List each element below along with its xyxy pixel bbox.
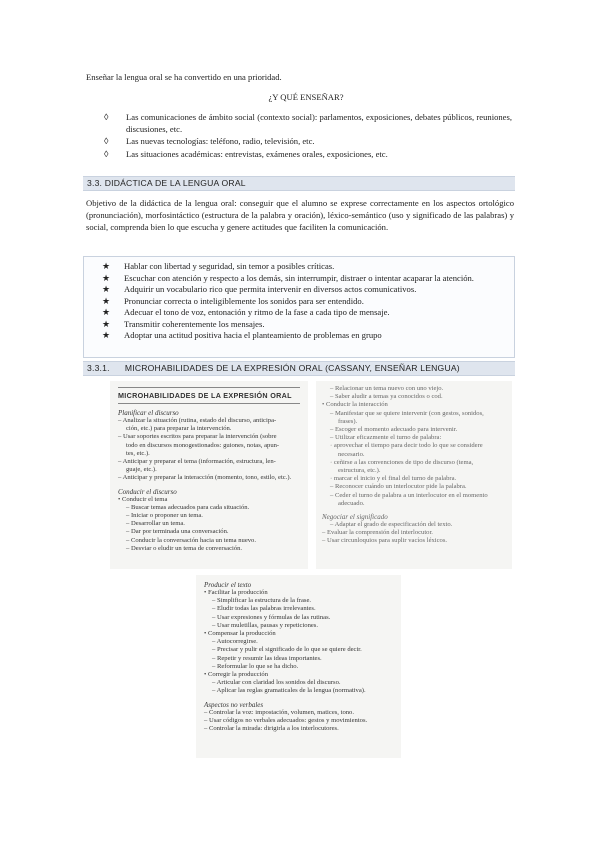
goals-list <box>102 261 506 342</box>
scan-line: – Repetir y resumir las ideas importantes. <box>212 654 322 662</box>
scan-title: MICROHABILIDADES DE LA EXPRESIÓN ORAL <box>118 391 292 400</box>
star-icon: ★ <box>102 318 111 329</box>
list-item <box>102 330 506 342</box>
section-title: MICROHABILIDADES DE LA EXPRESIÓN ORAL (CASSANY, ENSEÑAR LENGUA) <box>124 363 460 373</box>
scan-line: · aprovechar el tiempo para decir todo lo que se considere <box>330 442 483 450</box>
scan-line: – Autocorregirse. <box>212 638 258 646</box>
star-icon: ★ <box>102 272 111 283</box>
list-item <box>102 296 506 308</box>
goals-box <box>83 256 515 358</box>
scan-line: • Corregir la producción <box>204 671 269 679</box>
scan-line: – Ceder el turno de palabra a un interlocutor en el momento <box>330 491 488 499</box>
list-item <box>102 319 506 331</box>
list-item-text: Las nuevas tecnologías: teléfono, radio, televisión, etc. <box>126 136 315 146</box>
scan-line: – Anticipar y preparar la interacción (momento, tono, estilo, etc.). <box>118 474 292 482</box>
scan-line: – Buscar temas adecuados para cada situación. <box>126 503 250 511</box>
scan-line: guaje, etc.). <box>126 466 157 474</box>
scan-line: – Anticipar y preparar el tema (información, estructura, len- <box>118 458 276 466</box>
scan-subheading: Conducir el discurso <box>118 487 177 496</box>
list-item <box>102 273 506 285</box>
scan-image-bottom <box>196 575 401 758</box>
scan-line: – Analizar la situación (rutina, estado del discurso, anticipa- <box>118 417 277 424</box>
scan-line: – Usar soportes escritos para preparar la intervención (sobre <box>118 433 277 441</box>
star-icon: ★ <box>102 330 111 340</box>
scan-line: – Iniciar o proponer un tema. <box>126 512 203 520</box>
scan-line: – Controlar la voz: impostación, volumen, matices, tono. <box>204 708 354 716</box>
section-heading-3-3-1 <box>83 361 515 376</box>
list-item <box>104 112 512 135</box>
star-icon: ★ <box>102 284 111 294</box>
scan-line: tes, etc.). <box>126 449 150 457</box>
contexts-list <box>104 112 512 160</box>
scan-line: – Simplificar la estructura de la frase. <box>212 597 312 605</box>
scan-line: • Facilitar la producción <box>204 589 268 596</box>
section-number: 3.3.1. <box>87 363 110 373</box>
scan-line: – Escoger el momento adecuado para intervenir. <box>330 426 458 434</box>
scan-subheading: Aspectos no verbales <box>204 700 264 709</box>
star-icon: ★ <box>102 261 111 271</box>
diamond-icon: ◊ <box>104 136 109 146</box>
scan-line: – Precisar y pulir el significado de lo que se quiere decir. <box>212 646 362 654</box>
scan-line: – Reconocer cuándo un interlocutor pide la palabra. <box>330 483 467 491</box>
list-item-text: Las situaciones académicas: entrevistas, exámenes orales, exposiciones, etc. <box>126 148 388 159</box>
scan-line: • Compensar la producción <box>204 630 276 638</box>
list-item-text: Transmitir coherentemente los mensajes. <box>124 318 265 329</box>
scan-line: – Controlar la mirada: dirigirla a los interlocutores. <box>204 725 339 733</box>
scan-image-right <box>316 381 512 569</box>
scan-line: – Reformular lo que se ha dicho. <box>212 662 299 670</box>
scan-line: – Usar muletillas, pausas y repeticiones. <box>212 621 319 629</box>
list-item <box>102 261 506 273</box>
scan-line: – Articular con claridad los sonidos del discurso. <box>212 679 341 687</box>
scan-line: frases). <box>338 417 358 425</box>
scan-line: necesario. <box>338 450 365 458</box>
list-item-text: Las comunicaciones de ámbito social (contexto social): parlamentos, exposiciones, debates públicos, reuniones, discusiones, etc. <box>126 112 512 134</box>
scan-line: adecuado. <box>338 499 365 507</box>
scan-line: – Adaptar el grado de especificación del texto. <box>330 521 453 529</box>
star-icon: ★ <box>102 295 111 306</box>
scan-subheading: Planificar el discurso <box>118 409 179 417</box>
scan-line: estructura, etc.). <box>338 467 381 475</box>
scan-line: todo en discursos monogestionados: guiones, notas, apun- <box>126 441 280 449</box>
scan-line: – Dar por terminada una conversación. <box>126 528 229 536</box>
star-icon: ★ <box>102 307 111 317</box>
scan-subheading: Negociar el significado <box>322 513 388 522</box>
list-item <box>104 136 512 148</box>
scan-line: – Aplicar las reglas gramaticales de la lengua (normativa). <box>212 687 366 695</box>
scan-line: – Evaluar la comprensión del interlocutor. <box>322 529 433 537</box>
scan-image-left <box>110 381 308 569</box>
scan-line: – Desviar o eludir un tema de conversación. <box>126 544 243 552</box>
diamond-icon: ◊ <box>104 148 109 159</box>
scan-line: – Manifestar que se quiere intervenir (con gestos, sonidos, <box>330 409 484 417</box>
list-item-text: Adoptar una actitud positiva hacia el planteamiento de problemas en grupo <box>124 330 382 340</box>
list-item-text: Adquirir un vocabulario rico que permita intervenir en diversos actos comunicativos. <box>124 284 417 294</box>
scan-line: – Eludir todas las palabras irrelevantes. <box>212 605 316 613</box>
scan-line: – Utilizar eficazmente el turno de palabra: <box>330 434 442 442</box>
scan-line: – Relacionar un tema nuevo con uno viejo. <box>330 385 444 392</box>
scan-line: – Saber aludir a temas ya conocidos o cod. <box>330 393 443 401</box>
list-item-text: Adecuar el tono de voz, entonación y ritmo de la fase a cada tipo de mensaje. <box>124 307 390 317</box>
scan-line: • Conducir el tema <box>118 495 168 503</box>
list-item-text: Escuchar con atención y respecto a los demás, sin interrumpir, distraer o intentar acaparar la atención. <box>124 272 474 283</box>
scan-line: · ceñirse a las convenciones de tipo de discurso (tema, <box>330 458 474 466</box>
scan-line: – Usar expresiones y fórmulas de las rutinas. <box>212 613 331 621</box>
list-item-text: Pronunciar correcta o inteligiblemente los sonidos para ser entendido. <box>124 295 364 306</box>
scan-line: – Usar códigos no verbales adecuados: gestos y movimientos. <box>204 716 368 724</box>
intro-text: Enseñar la lengua oral se ha convertido en una prioridad. <box>86 72 282 82</box>
scan-subheading: Producir el texto <box>204 581 252 589</box>
list-item-text: Hablar con libertad y seguridad, sin temor a posibles críticas. <box>124 261 335 271</box>
section-heading-3-3: 3.3. DIDÁCTICA DE LA LENGUA ORAL <box>83 176 515 191</box>
scan-line: • Conducir la interacción <box>322 401 388 409</box>
diamond-icon: ◊ <box>104 112 109 122</box>
objective-paragraph: Objetivo de la didáctica de la lengua oral: conseguir que el alumno se exprese correctamente en los aspectos ortológico (pronunciación), morfosintáctico (estructura de la palabra y oración), léxico-semántico (uso y significado de las palabras) y social, comprenda bien lo que escucha y genere actitudes que faciliten la comunicación. <box>86 198 514 233</box>
list-item <box>104 149 512 161</box>
scan-line: · marcar el inicio y el final del turno de palabra. <box>330 475 457 483</box>
scan-line: ción, etc.) para preparar la intervención. <box>126 425 232 433</box>
question-heading: ¿Y QUÉ ENSEÑAR? <box>268 92 344 102</box>
list-item <box>102 284 506 296</box>
scan-line: – Usar circunloquios para suplir vacíos léxicos. <box>322 537 448 545</box>
scan-line: – Desarrollar un tema. <box>126 520 185 528</box>
scan-line: – Conducir la conversación hacia un tema nuevo. <box>126 536 256 544</box>
list-item <box>102 307 506 319</box>
